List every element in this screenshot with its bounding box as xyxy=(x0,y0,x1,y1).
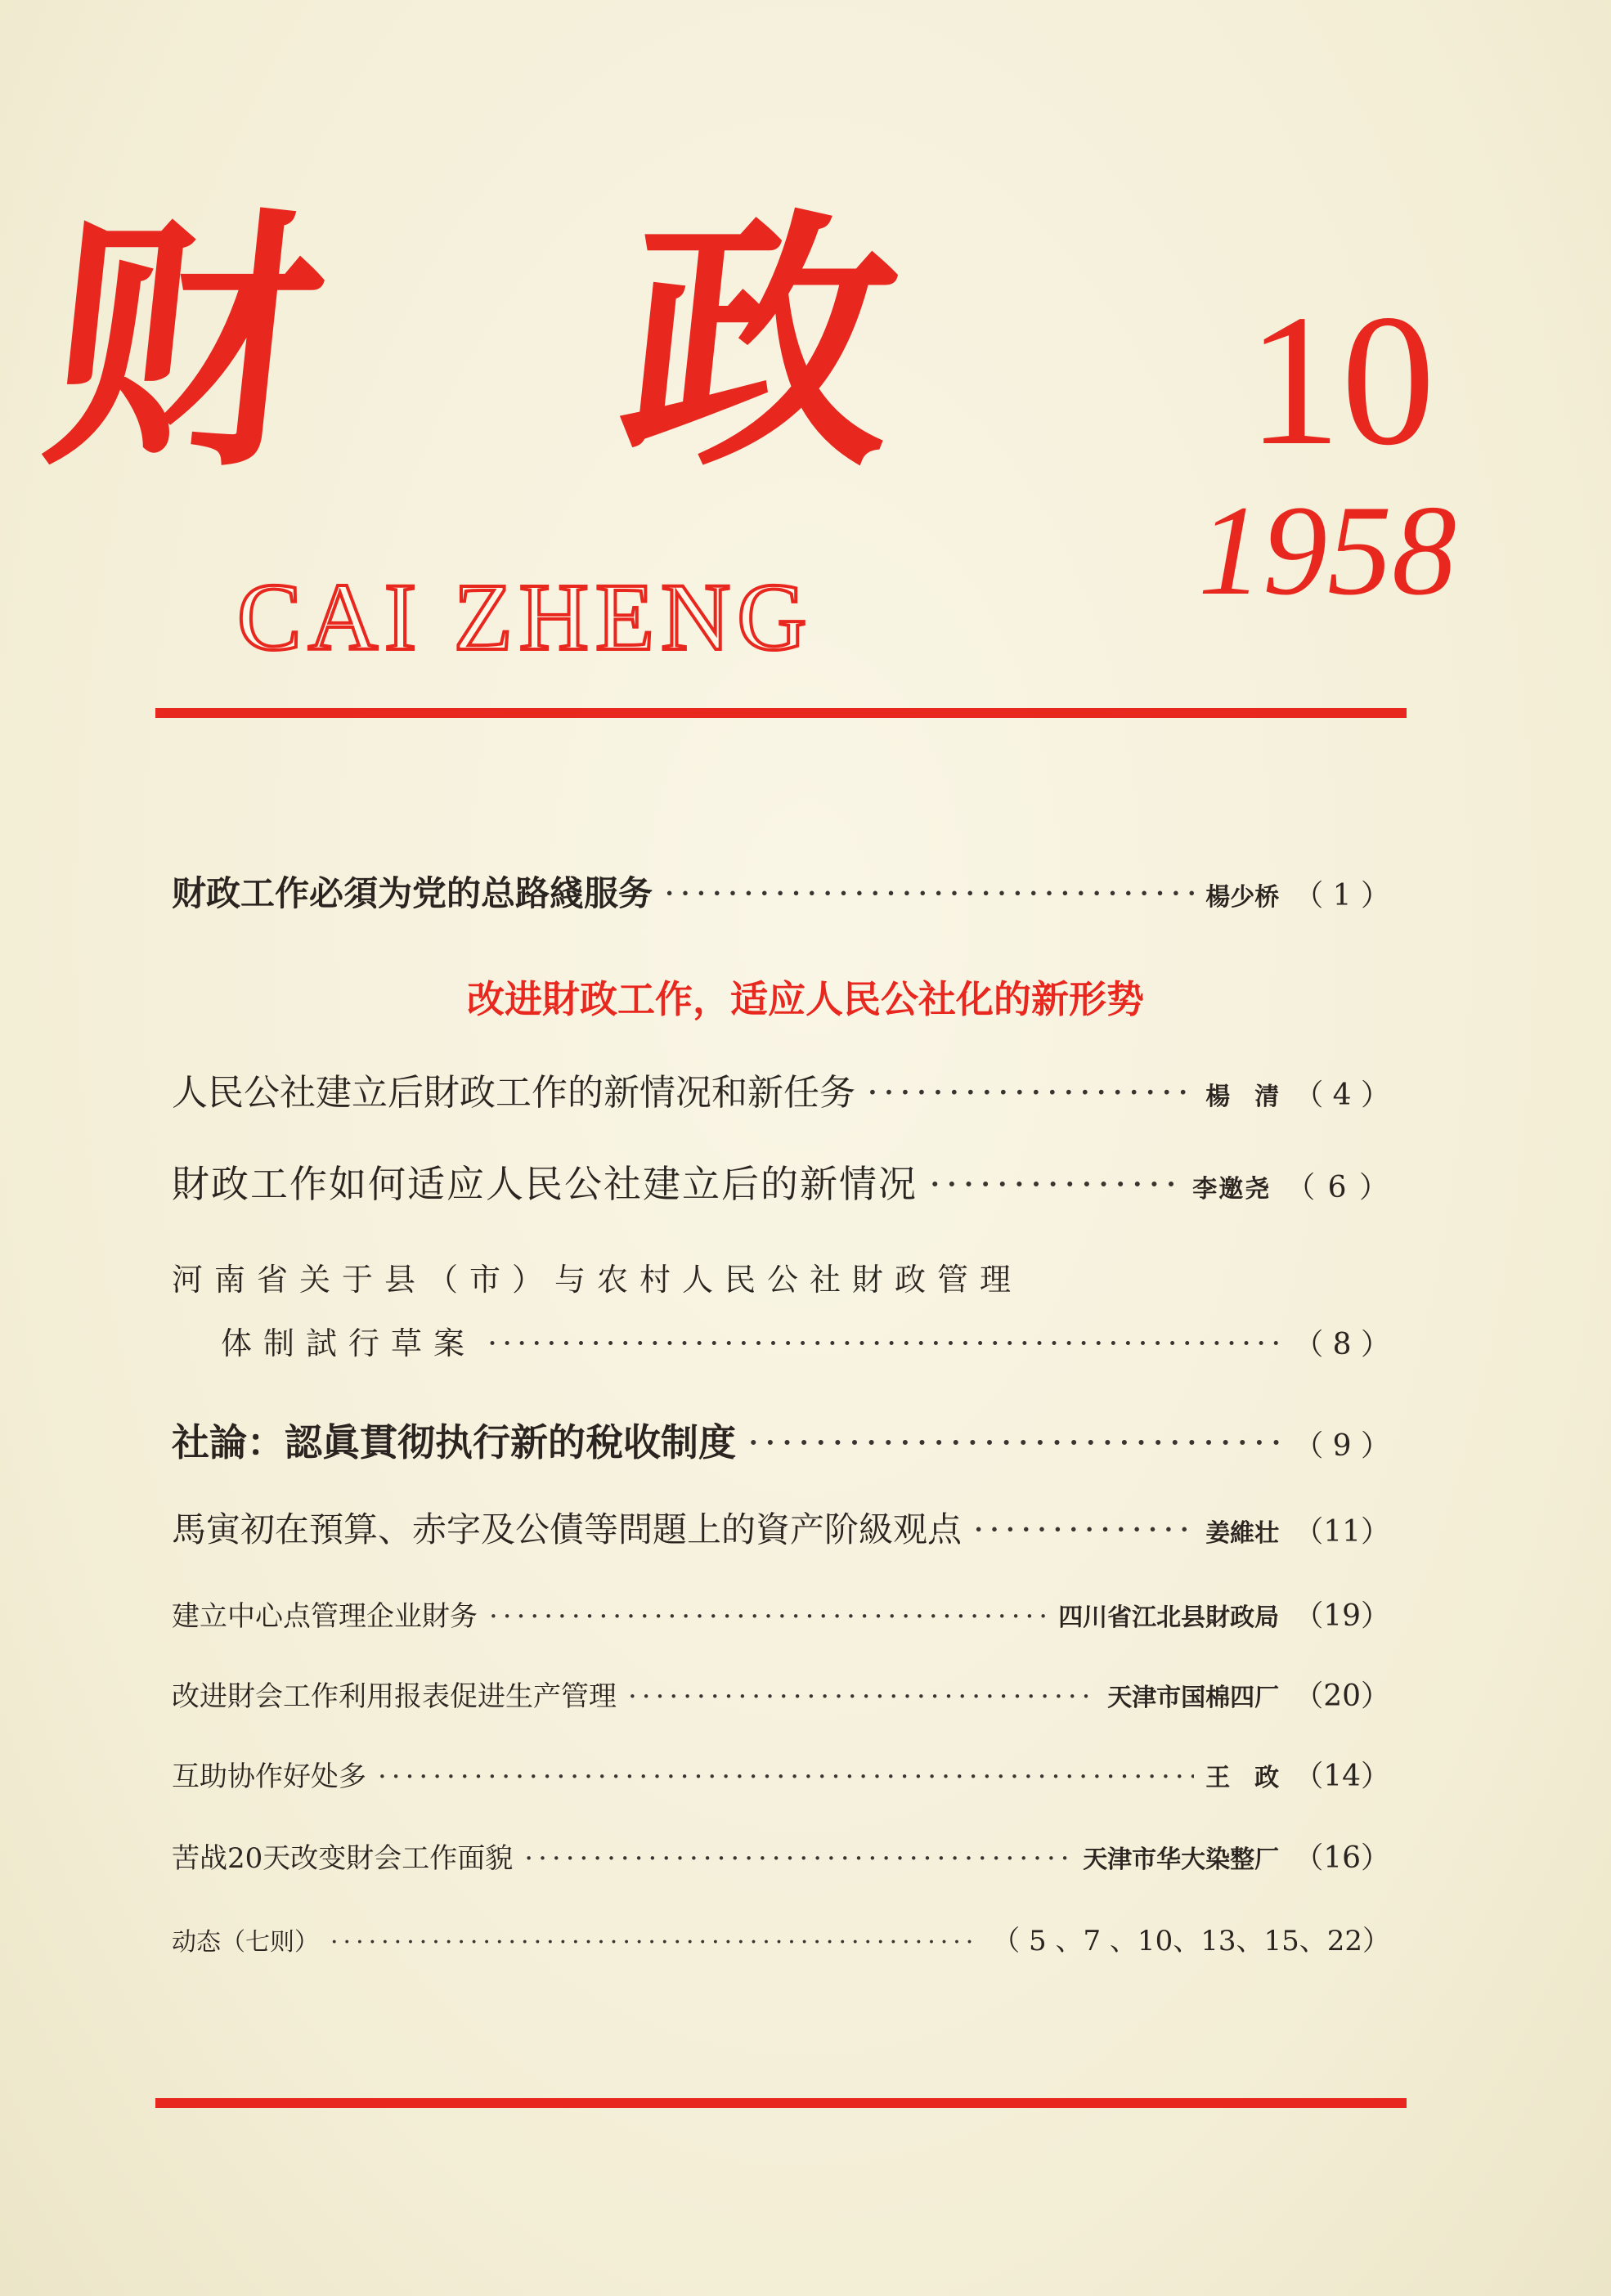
toc-item-page: （ 6 ） xyxy=(1286,1171,1390,1204)
toc-item-page: （11） xyxy=(1294,1515,1390,1549)
leader-dots xyxy=(664,873,1194,913)
toc-item[interactable] xyxy=(172,1155,1390,1209)
toc-item-page: （20） xyxy=(1294,1679,1390,1713)
toc-item[interactable] xyxy=(172,1413,1390,1467)
toc-item-author: 楊 清 xyxy=(1205,1083,1280,1111)
toc-item-author: 李邀尧 xyxy=(1192,1175,1272,1204)
toc-item-author: 四川省江北县財政局 xyxy=(1058,1603,1280,1632)
toc-item-author: 天津市国棉四厂 xyxy=(1107,1684,1280,1712)
leader-dots xyxy=(489,1600,1047,1633)
toc-item-page: （14） xyxy=(1294,1760,1390,1793)
toc-item-title: 动态（七则） xyxy=(172,1928,319,1957)
toc-item-title: 互助协作好处多 xyxy=(172,1760,366,1793)
leader-dots xyxy=(330,1928,981,1957)
toc-item-title: 建立中心点管理企业財务 xyxy=(172,1600,478,1633)
toc-item-page: （ 4 ） xyxy=(1294,1078,1390,1112)
toc-item-title-line1: 河南省关于县（市）与农村人民公社財政管理 xyxy=(172,1262,1023,1298)
leader-dots xyxy=(524,1842,1071,1875)
toc-item[interactable] xyxy=(172,1753,1390,1795)
toc-item[interactable] xyxy=(172,1673,1390,1715)
leader-dots xyxy=(929,1162,1181,1206)
leader-dots xyxy=(973,1509,1194,1549)
masthead-title-pinyin: CAI ZHENG xyxy=(237,563,814,670)
toc-item-title: 改进財会工作利用报表促进生产管理 xyxy=(172,1680,617,1713)
toc-item-author: 天津市华大染整厂 xyxy=(1083,1845,1280,1874)
toc-item[interactable] xyxy=(172,1503,1390,1552)
bottom-divider xyxy=(155,2098,1407,2108)
toc-item-author: 楊少桥 xyxy=(1205,883,1280,912)
leader-dots xyxy=(487,1325,1282,1361)
leader-dots xyxy=(378,1760,1194,1793)
toc-item-title: 财政工作必須为党的总路綫服务 xyxy=(172,873,653,913)
toc-item-author: 姜維壮 xyxy=(1205,1519,1280,1548)
toc-item-page: （16） xyxy=(1294,1841,1390,1875)
toc-item-title: 馬寅初在預算、赤字及公債等問題上的資产阶級观点 xyxy=(172,1509,963,1549)
toc-item-title-line2: 体制試行草案 xyxy=(221,1325,477,1361)
toc-item[interactable] xyxy=(172,1593,1390,1635)
toc-item-multiline-cont[interactable] xyxy=(221,1318,1390,1363)
toc-item-title: 人民公社建立后財政工作的新情况和新任务 xyxy=(172,1072,855,1114)
leader-dots xyxy=(747,1420,1282,1464)
toc-item-page: （ 8 ） xyxy=(1294,1328,1390,1361)
toc-item-page: （ 5 、7 、10、13、15、22） xyxy=(992,1925,1390,1957)
toc-item[interactable] xyxy=(172,1918,1390,1958)
toc-item-page: （ 1 ） xyxy=(1294,879,1390,913)
toc-item-page: （ 9 ） xyxy=(1294,1429,1390,1463)
masthead-title-chinese: 财 政 xyxy=(32,185,1019,502)
toc-item[interactable] xyxy=(172,1835,1390,1877)
toc-item-multiline[interactable] xyxy=(172,1254,1390,1299)
issue-year: 1958 xyxy=(1198,479,1456,622)
leader-dots xyxy=(867,1072,1194,1114)
toc-item[interactable] xyxy=(172,1063,1390,1115)
leader-dots xyxy=(628,1680,1096,1713)
section-heading: 改进財政工作，适应人民公社化的新形势 xyxy=(467,977,1144,1021)
toc-item[interactable] xyxy=(172,867,1390,916)
toc-item-author: 王 政 xyxy=(1205,1764,1280,1792)
toc-item-title: 財政工作如何适应人民公社建立后的新情况 xyxy=(172,1162,918,1206)
toc-item-title: 苦战20天改变財会工作面貌 xyxy=(172,1842,514,1875)
toc-item-title: 社論：認眞貫彻执行新的稅收制度 xyxy=(172,1420,736,1464)
toc-item-page: （19） xyxy=(1294,1599,1390,1633)
issue-number: 10 xyxy=(1247,276,1435,484)
